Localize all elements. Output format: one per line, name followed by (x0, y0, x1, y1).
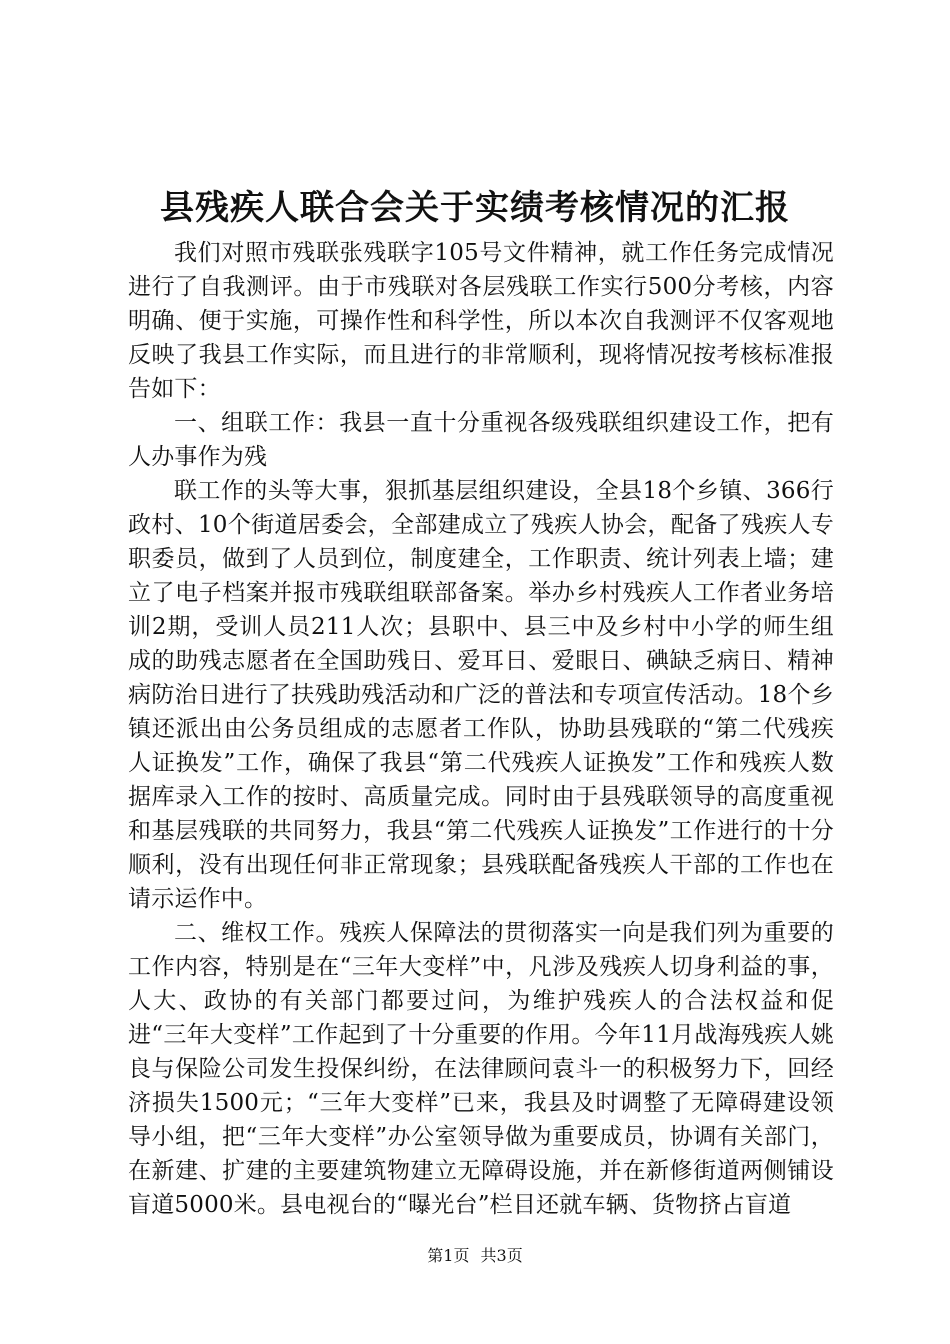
page-number: 第1页 (427, 1246, 470, 1265)
paragraph-section-1-heading: 一、组联工作：我县一直十分重视各级残联组织建设工作，把有人办事作为残 (128, 410, 834, 470)
paragraph-intro: 我们对照市残联张残联字105号文件精神，就工作任务完成情况进行了自我测评。由于市残联对各层残联工作实行500分考核，内容明确、便于实施，可操作性和科学性，所以本次自我测评不仅客观地反映了我县工作实际，而且进行的非常顺利，现将情况按考核标准报告如下： (128, 240, 834, 402)
paragraph-section-2: 二、维权工作。残疾人保障法的贯彻落实一向是我们列为重要的工作内容，特别是在“三年大变样”中，凡涉及残疾人切身利益的事，人大、政协的有关部门都要过问，为维护残疾人的合法权益和促进“三年大变样”工作起到了十分重要的作用。今年11月战海残疾人姚良与保险公司发生投保纠纷，在法律顾问袁斗一的积极努力下，回经济损失1500元；“三年大变样”已来，我县及时调整了无障碍建设领导小组，把“三年大变样”办公室领导做为重要成员，协调有关部门，在新建、扩建的主要建筑物建立无障碍设施，并在新修街道两侧铺设盲道5000米。县电视台的“曝光台”栏目还就车辆、货物挤占盲道 (128, 920, 834, 1218)
page-total: 共3页 (480, 1246, 523, 1265)
page-footer (0, 1244, 950, 1268)
paragraph-section-1-body: 联工作的头等大事，狠抓基层组织建设，全县18个乡镇、366行政村、10个街道居委会，全部建成立了残疾人协会，配备了残疾人专职委员，做到了人员到位，制度建全，工作职责、统计列表上墙；建立了电子档案并报市残联组联部备案。举办乡村残疾人工作者业务培训2期，受训人员211人次；县职中、县三中及乡村中小学的师生组成的助残志愿者在全国助残日、爱耳日、爱眼日、碘缺乏病日、精神病防治日进行了扶残助残活动和广泛的普法和专项宣传活动。18个乡镇还派出由公务员组成的志愿者工作队，协助县残联的“第二代残疾人证换发”工作，确保了我县“第二代残疾人证换发”工作和残疾人数据库录入工作的按时、高质量完成。同时由于县残联领导的高度重视和基层残联的共同努力，我县“第二代残疾人证换发”工作进行的十分顺利，没有出现任何非正常现象；县残联配备残疾人干部的工作也在请示运作中。 (128, 478, 834, 912)
document-body (128, 236, 834, 1222)
document-title: 县残疾人联合会关于实绩考核情况的汇报 (160, 188, 790, 228)
